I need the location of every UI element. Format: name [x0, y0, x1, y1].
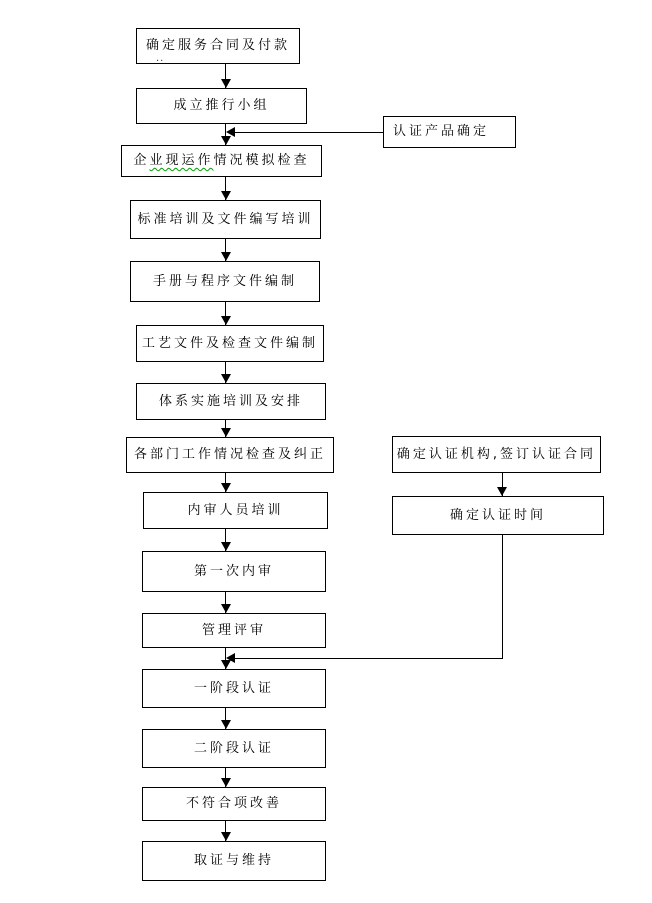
arrow-down-icon	[221, 483, 231, 492]
flow-step-label: 二阶段认证	[193, 740, 274, 756]
flow-step-form-implementation-team	[136, 88, 307, 124]
flow-step-stage-one-certification	[142, 669, 326, 708]
label-suffix: 情况模拟检查	[213, 153, 310, 169]
flow-step-stage-two-certification	[142, 729, 326, 768]
flow-step-service-contract-payment	[136, 28, 300, 64]
flow-step-obtain-and-maintain-certificate	[142, 841, 326, 881]
flow-step-label: 一阶段认证	[193, 680, 274, 696]
arrow-down-icon	[221, 720, 231, 729]
flow-step-select-certification-body-sign-contract	[392, 436, 601, 473]
flow-step-label: 各部门工作情况检查及纠正	[133, 447, 326, 463]
flow-step-label: 确定认证机构,签订认证合同	[396, 446, 597, 462]
arrow-down-icon	[221, 542, 231, 551]
flow-step-label: 取证与维持	[193, 853, 274, 869]
arrow-left-icon	[226, 127, 235, 137]
arrow-down-icon	[221, 79, 231, 88]
label-misspelled-segment: 业现运作	[149, 153, 214, 169]
arrow-down-icon	[221, 832, 231, 841]
flow-step-first-internal-audit	[142, 551, 326, 592]
flow-step-label: 内审人员培训	[187, 502, 284, 518]
arrow-down-icon	[221, 252, 231, 261]
flow-step-simulated-operation-check	[121, 145, 322, 177]
label-prefix: 企	[133, 153, 150, 169]
flow-step-internal-auditor-training	[143, 492, 328, 529]
arrow-down-icon	[221, 191, 231, 200]
spellcheck-mark: ..	[156, 53, 165, 64]
connector-line	[231, 132, 383, 133]
arrow-down-icon	[497, 487, 507, 496]
flow-step-determine-certification-time	[392, 496, 604, 535]
arrow-down-icon	[221, 778, 231, 787]
flow-step-manual-and-procedure-documents	[130, 261, 320, 302]
flow-step-label: 第一次内审	[193, 563, 274, 579]
flow-step-system-implementation-training	[136, 383, 326, 420]
arrow-down-icon	[221, 136, 231, 145]
arrow-down-icon	[221, 604, 231, 613]
flow-step-label: 成立推行小组	[173, 98, 270, 114]
connector-line	[231, 658, 503, 659]
arrow-left-icon	[226, 653, 235, 663]
flow-step-management-review	[142, 613, 326, 648]
flow-step-nonconformity-improvement	[142, 787, 326, 821]
flow-step-label: 标准培训及文件编写培训	[137, 211, 314, 227]
flow-step-label: 手册与程序文件编制	[152, 273, 297, 289]
flow-step-department-work-check-correction	[126, 437, 334, 473]
arrow-down-icon	[221, 374, 231, 383]
arrow-down-icon	[221, 316, 231, 325]
connector-line	[502, 535, 503, 659]
flow-step-label: 体系实施培训及安排	[158, 393, 303, 409]
flow-step-label: 管理评审	[201, 622, 266, 638]
flow-step-label: 认证产品确定	[393, 124, 490, 140]
flow-step-label	[133, 153, 309, 169]
flow-step-label: 确定服务合同及付款	[145, 38, 290, 54]
flow-step-standard-and-document-writing-training	[130, 200, 321, 239]
flow-step-label: 确定认证时间	[449, 507, 546, 523]
flow-step-process-and-inspection-documents	[136, 325, 324, 362]
arrow-down-icon	[221, 428, 231, 437]
flow-step-label: 不符合项改善	[185, 796, 282, 812]
flow-step-label: 工艺文件及检查文件编制	[141, 335, 318, 351]
flow-step-certified-product-determination	[383, 116, 516, 148]
